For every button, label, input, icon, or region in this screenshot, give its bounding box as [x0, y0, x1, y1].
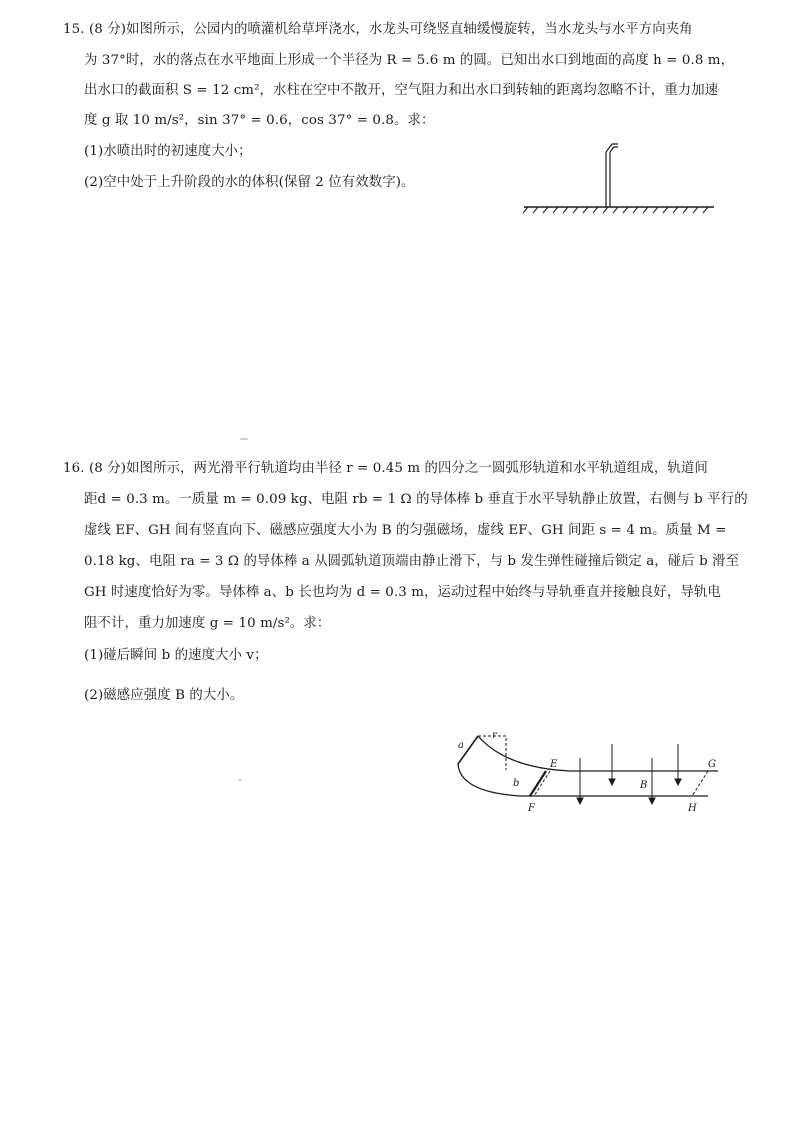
label-b: b: [513, 778, 520, 789]
rail-figure: [450, 728, 725, 818]
boundary-ef: [534, 771, 550, 796]
label-G: G: [708, 759, 716, 770]
scan-speck-2: [238, 779, 242, 781]
label-H: H: [688, 803, 697, 814]
p16-line-5: GH 时速度恰好为零。导体棒 a、b 长也均为 d = 0.3 m，运动过程中始终与导轨垂直并接触良好，导轨电: [84, 585, 721, 600]
p16-question-1: (1)碰后瞬间 b 的速度大小 v；: [84, 648, 268, 663]
p16-line-2: 距d = 0.3 m。一质量 m = 0.09 kg、电阻 rb = 1 Ω 的导体棒 b 垂直于水平导轨静止放置，右侧与 b 平行的: [84, 492, 748, 507]
p15-question-1: (1)水喷出时的初速度大小；: [84, 144, 252, 159]
p15-line-1: 15. (8 分)如图所示，公园内的喷灌机给草坪浇水，水龙头可绕竖直轴缓慢旋转，当水龙头与水平方向夹角: [63, 22, 693, 37]
p15-question-2: (2)空中处于上升阶段的水的体积(保留 2 位有效数字)。: [84, 175, 415, 190]
label-r: r: [492, 730, 497, 741]
rod-b: [530, 771, 546, 796]
p16-line-6: 阻不计，重力加速度 g = 10 m/s²。求：: [84, 616, 331, 631]
p15-line-3: 出水口的截面积 S = 12 cm²，水柱在空中不散开，空气阻力和出水口到转轴的距离均忽略不计，重力加速: [84, 83, 719, 98]
p16-question-2: (2)磁感应强度 B 的大小。: [84, 688, 244, 703]
back-rail: [478, 736, 718, 771]
p16-line-1: 16. (8 分)如图所示，两光滑平行轨道均由半径 r = 0.45 m 的四分之一圆弧形轨道和水平轨道组成，轨道间: [63, 461, 708, 476]
label-a: a: [458, 740, 464, 751]
front-rail: [458, 764, 708, 796]
nozzle-outer: [606, 144, 618, 152]
p15-line-4: 度 g 取 10 m/s²，sin 37° = 0.6，cos 37° = 0.8。求：: [84, 113, 435, 128]
label-F: F: [528, 803, 535, 814]
ground-hatching: [523, 207, 708, 213]
boundary-gh: [692, 771, 708, 796]
scan-speck: [240, 438, 248, 440]
p16-line-3: 虚线 EF、GH 间有竖直向下、磁感应强度大小为 B 的匀强磁场，虚线 EF、GH 间距 s = 4 m。质量 M =: [84, 523, 727, 538]
label-E: E: [550, 759, 558, 770]
label-B: B: [640, 780, 648, 791]
sprinkler-figure: [520, 140, 720, 220]
p16-line-4: 0.18 kg、电阻 ra = 3 Ω 的导体棒 a 从圆弧轨道顶端由静止滑下，与 b 发生弹性碰撞后锁定 a，碰后 b 滑至: [84, 554, 740, 569]
p15-line-2: 为 37°时，水的落点在水平地面上形成一个半径为 R = 5.6 m 的圆。已知出水口到地面的高度 h = 0.8 m，: [84, 53, 735, 68]
magnetic-field-arrows: [577, 744, 681, 804]
nozzle-inner: [610, 147, 618, 152]
